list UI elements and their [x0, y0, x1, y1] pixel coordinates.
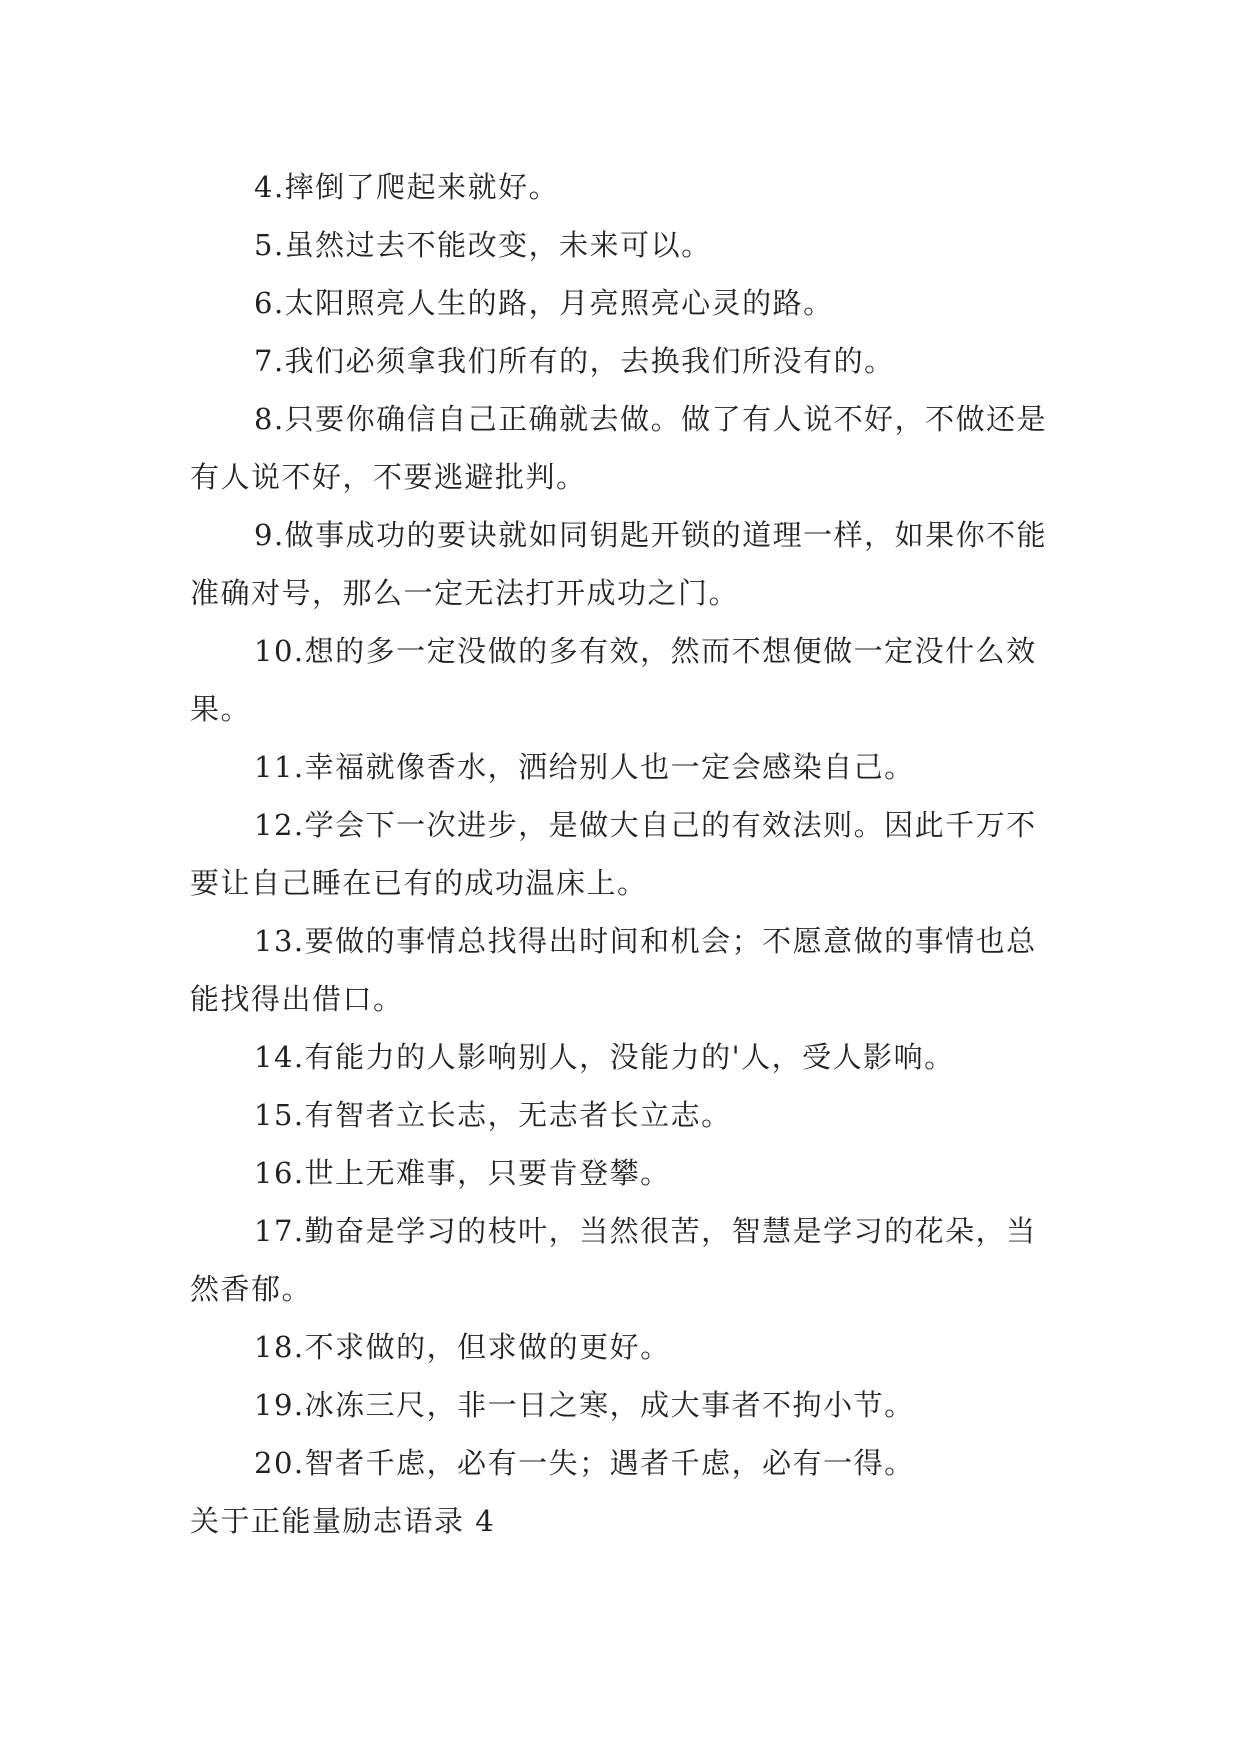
- quote-item-19: 19.冰冻三尺，非一日之寒，成大事者不拘小节。: [254, 1388, 915, 1422]
- quote-item-8: 8.只要你确信自己正确就去做。做了有人说不好，不做还是有人说不好，不要逃避批判。: [190, 402, 1048, 494]
- quote-item-7: 7.我们必须拿我们所有的，去换我们所没有的。: [254, 344, 895, 378]
- document-body: [190, 158, 1060, 1550]
- quote-item-6: 6.太阳照亮人生的路，月亮照亮心灵的路。: [254, 286, 834, 320]
- quote-item-20: 20.智者千虑，必有一失；遇者千虑，必有一得。: [254, 1446, 915, 1480]
- quote-item-17: 17.勤奋是学习的枝叶，当然很苦，智慧是学习的花朵，当然香郁。: [190, 1214, 1037, 1306]
- quote-item-13: 13.要做的事情总找得出时间和机会；不愿意做的事情也总能找得出借口。: [190, 924, 1037, 1016]
- quote-item-15: 15.有智者立长志，无志者长立志。: [254, 1098, 732, 1132]
- quote-item-11: 11.幸福就像香水，洒给别人也一定会感染自己。: [254, 750, 915, 784]
- quote-item-16: 16.世上无难事，只要肯登攀。: [254, 1156, 671, 1190]
- section-heading: 关于正能量励志语录 4: [190, 1504, 496, 1538]
- quote-item-18: 18.不求做的，但求做的更好。: [254, 1330, 671, 1364]
- quote-item-9: 9.做事成功的要诀就如同钥匙开锁的道理一样，如果你不能准确对号，那么一定无法打开成功之门。: [190, 518, 1048, 610]
- quote-item-10: 10.想的多一定没做的多有效，然而不想便做一定没什么效果。: [190, 634, 1037, 726]
- quote-item-5: 5.虽然过去不能改变，未来可以。: [254, 228, 712, 262]
- quote-item-12: 12.学会下一次进步，是做大自己的有效法则。因此千万不要让自己睡在已有的成功温床上。: [190, 808, 1037, 900]
- quote-item-4: 4.摔倒了爬起来就好。: [254, 170, 560, 204]
- quote-item-14: 14.有能力的人影响别人，没能力的'人，受人影响。: [254, 1040, 955, 1074]
